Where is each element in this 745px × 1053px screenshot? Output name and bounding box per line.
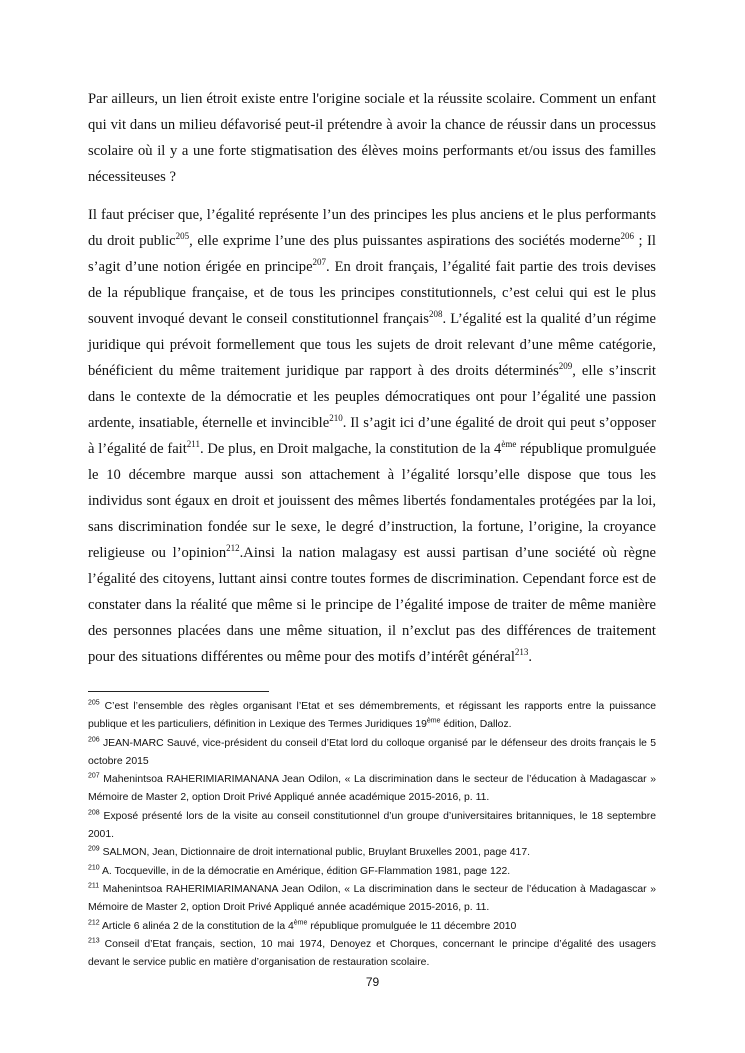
footnote-ref-205[interactable]: 205	[175, 231, 190, 242]
footnote-206	[88, 735, 656, 772]
footnote-text: JEAN-MARC Sauvé, vice-président du conseil d’Etat lord du colloque organisé par le défenseur des droits français le 5 octobre 2015	[88, 737, 656, 767]
text-run: . Il s’agit ici d’une égalité de droit qui peut s’opposer à l’égalité de fait	[88, 415, 656, 457]
footnote-number: 209	[88, 845, 100, 853]
text-run: république promulguée le 10 décembre marque aussi son attachement à l’égalité lorsqu’elle dispose que tous les individus sont égaux en droit et jouissent des mêmes libertés fondamentales protégées par la loi, sans discrimination fondée sur le sexe, le degré d’instruction, la fortune, l’origine, la croyance religieuse ou l’opinion	[88, 441, 656, 561]
footnote-number: 211	[88, 882, 100, 890]
footnote-211	[88, 881, 656, 918]
paragraph-1: Par ailleurs, un lien étroit existe entre l'origine sociale et la réussite scolaire. Comment un enfant qui vit dans un milieu défavorisé peut-il prétendre à avoir la chance de réussir dans un processus scolaire où il y a une forte stigmatisation des élèves moins performants et/ou issus des familles nécessiteuses ?	[88, 91, 656, 185]
footnote-ref-211[interactable]: 211	[186, 439, 200, 450]
footnote-text: édition, Dalloz.	[440, 719, 512, 731]
footnote-separator	[88, 691, 269, 692]
footnote-212	[88, 918, 656, 936]
footnote-text: Exposé présenté lors de la visite au conseil constitutionnel d’un groupe d’universitaires britanniques, le 18 septembre 2001.	[88, 810, 656, 841]
ordinal-suffix: ème	[501, 439, 517, 450]
footnote-ref-209[interactable]: 209	[558, 361, 573, 372]
footnote-number: 207	[88, 772, 100, 780]
text-run: .Ainsi la nation malagasy est aussi partisan d’une société où règne l’égalité des citoyens, luttant ainsi contre toutes formes de discrimination. Cependant force est de constater dans la réalité que même si le principe de l’égalité impose de traiter de même manière des personnes placées dans une même situation, il n’exclut pas des différences de traitement pour des situations différentes ou même pour des motifs d’intérêt général	[88, 545, 656, 665]
text-run: , elle exprime l’une des plus puissantes aspirations des sociétés moderne	[189, 233, 621, 249]
footnote-207	[88, 771, 656, 808]
text-run: .	[528, 649, 533, 665]
page-number: 79	[365, 975, 380, 989]
footnote-text: A. Tocqueville, in de la démocratie en Amérique, édition GF-Flammation 1981, page 122.	[99, 865, 511, 877]
footnote-ref-207[interactable]: 207	[312, 257, 327, 268]
footnote-205	[88, 698, 656, 735]
footnote-210	[88, 863, 656, 881]
footnote-ref-210[interactable]: 210	[329, 413, 343, 424]
footnote-text: république promulguée le 11 décembre 2010	[307, 920, 517, 932]
footnote-text: C’est l’ensemble des règles organisant l’Etat et ses démembrements, et régissant les rapports entre la puissance publique et les particuliers, définition in Lexique des Termes Juridiques 19	[88, 701, 656, 731]
footnote-ref-213[interactable]: 213	[514, 647, 529, 658]
text-run: . En droit français, l’égalité fait partie des trois devises de la république française, et de tous les principes constitutionnels, c’est celui qui est le plus souvent invoqué devant le conseil constitutionnel français	[88, 259, 656, 327]
footnote-ref-206[interactable]: 206	[620, 231, 634, 242]
text-run: . L’égalité est la qualité d’un régime juridique qui prévoit formellement que tous les sujets de droit relevant d’une même catégorie, bénéficient du même traitement juridique par rapport à des droits déterminés	[88, 311, 656, 379]
footnote-text: SALMON, Jean, Dictionnaire de droit international public, Bruylant Bruxelles 2001, page 417.	[99, 847, 530, 859]
footnote-text: Mahenintsoa RAHERIMIARIMANANA Jean Odilon, « La discrimination dans le secteur de l’éducation à Madagascar » Mémoire de Master 2, option Droit Privé Appliqué année académique 2015-2016, p. 11.	[88, 774, 656, 804]
footnote-number: 208	[88, 809, 100, 817]
footnote-number: 205	[88, 699, 100, 707]
footnote-number: 213	[88, 937, 100, 945]
body-text	[88, 86, 656, 670]
footnote-ref-208[interactable]: 208	[428, 309, 443, 320]
text-run: , elle s’inscrit dans le contexte de la démocratie et les peuples démocratiques ont pour l’égalité une passion ardente, insatiable, éternelle et invincible	[88, 363, 656, 431]
text-run: ; Il s’agit d’une notion érigée en principe	[88, 233, 656, 275]
footnote-number: 210	[88, 864, 100, 872]
footnote-number: 206	[88, 736, 100, 744]
footnote-209	[88, 844, 656, 862]
footnote-208	[88, 808, 656, 845]
footnote-text: Article 6 alinéa 2 de la constitution de la 4	[99, 920, 294, 932]
ordinal-suffix: ème	[293, 919, 308, 927]
footnote-213	[88, 936, 656, 973]
footnotes	[88, 698, 656, 972]
text-run: Il faut préciser que, l’égalité représente l’un des principes les plus anciens et le plus performants du droit public	[88, 207, 656, 249]
paragraph-2	[88, 202, 656, 670]
footnote-text: Conseil d’Etat français, section, 10 mai 1974, Denoyez et Chorques, concernant le principe d’égalité des usagers devant le service public en matière d’organisation de restauration scolaire.	[88, 938, 656, 969]
footnote-number: 212	[88, 919, 100, 927]
footnote-ref-212[interactable]: 212	[226, 543, 240, 554]
footnote-text: Mahenintsoa RAHERIMIARIMANANA Jean Odilon, « La discrimination dans le secteur de l’éducation à Madagascar » Mémoire de Master 2, option Droit Privé Appliqué année académique 2015-2016, p. 11.	[88, 883, 656, 914]
text-run: . De plus, en Droit malgache, la constitution de la 4	[199, 441, 502, 457]
ordinal-suffix: ème	[426, 717, 441, 725]
